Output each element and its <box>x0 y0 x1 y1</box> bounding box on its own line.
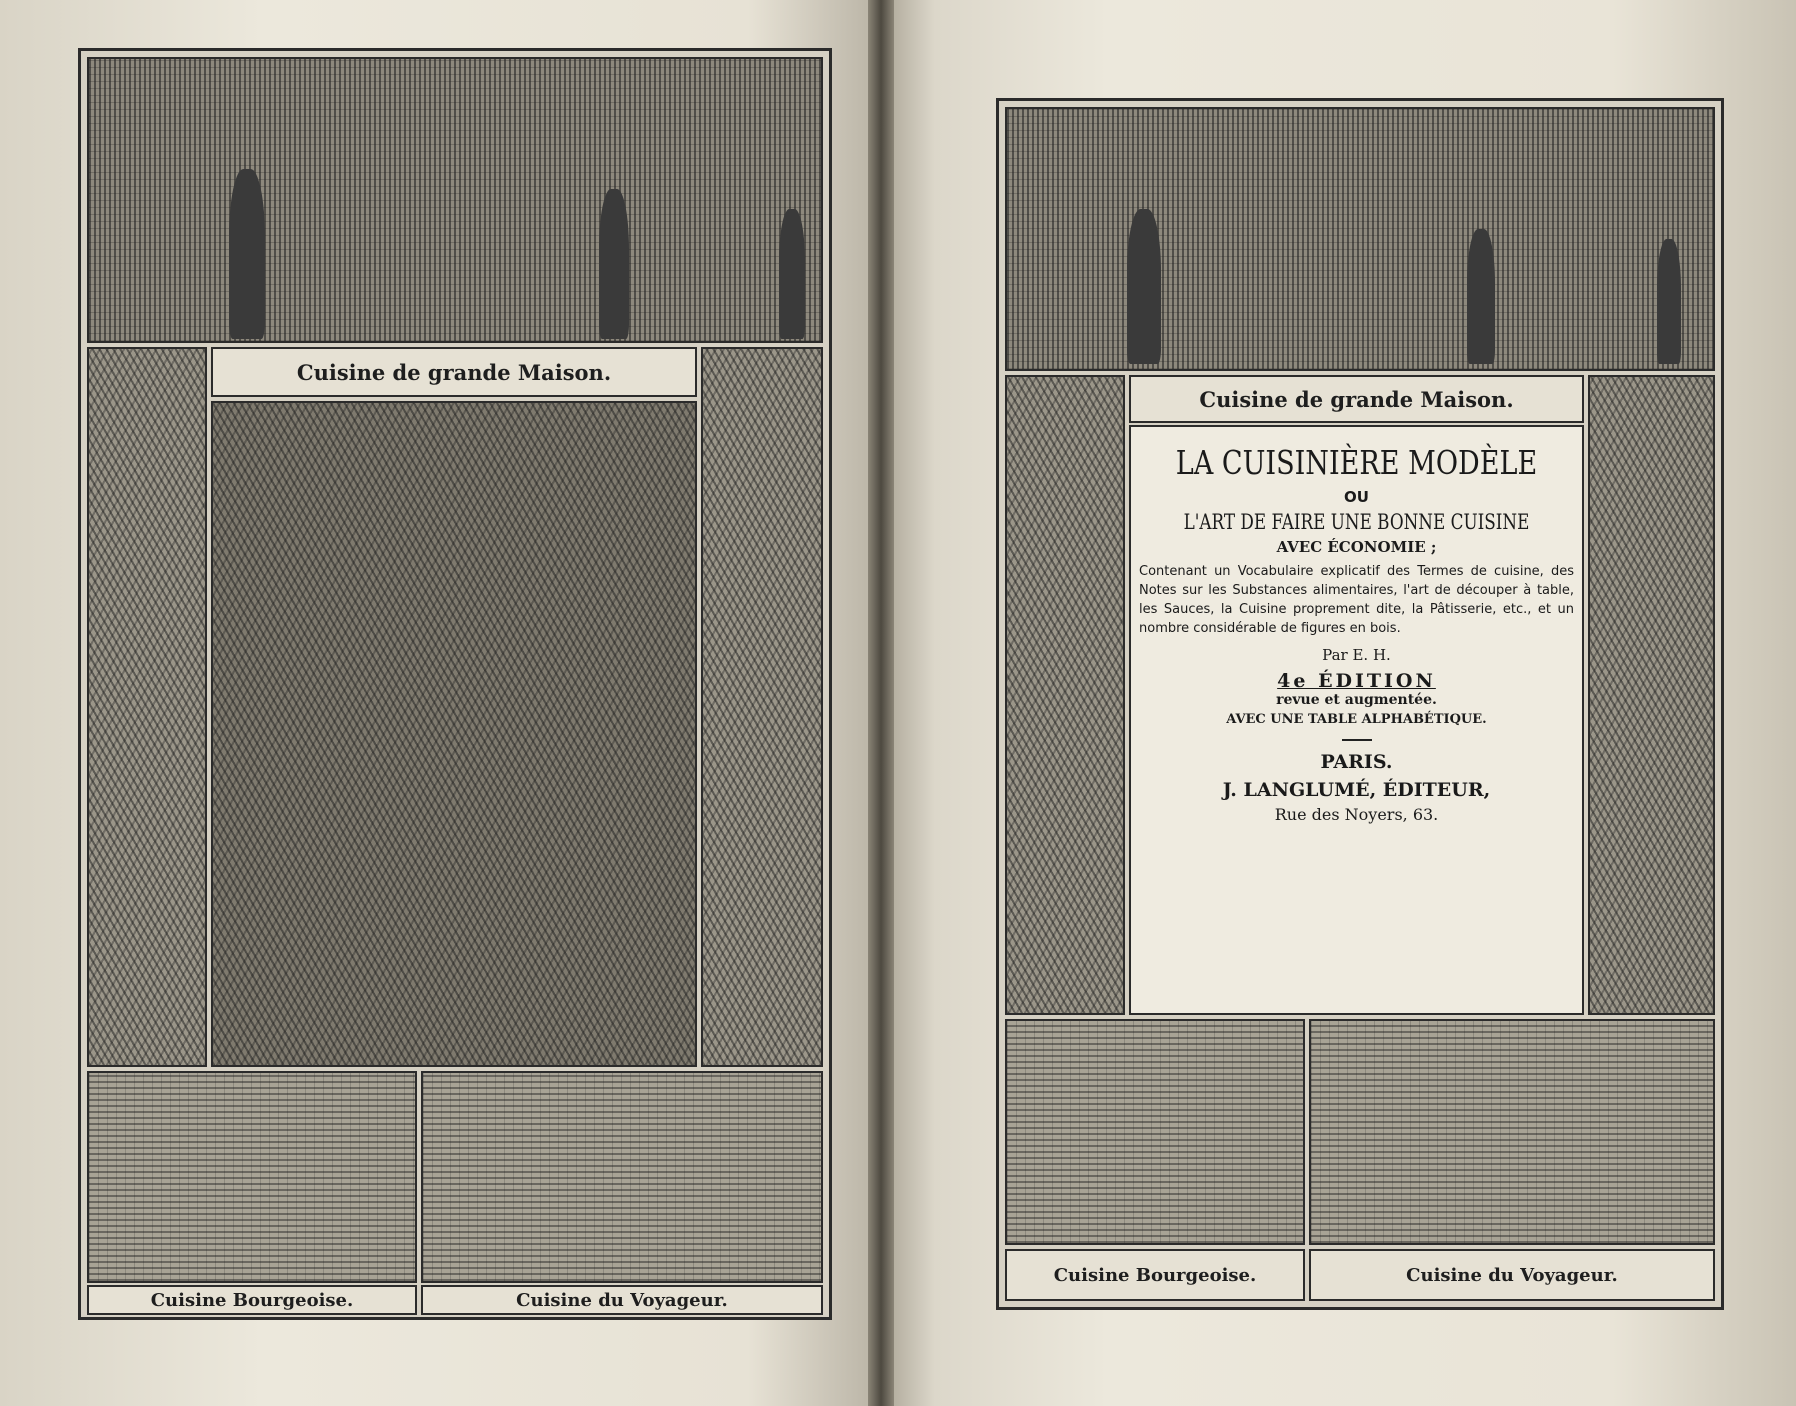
bottom-right-caption: Cuisine du Voyageur. <box>421 1285 823 1315</box>
cook-figure <box>229 169 265 339</box>
publisher-name: J. LANGLUMÉ, ÉDITEUR, <box>1222 779 1491 801</box>
traveler-engraving <box>1309 1019 1715 1245</box>
grapevine-engraving <box>87 347 207 1067</box>
grapevine-engraving <box>1005 375 1125 1015</box>
divider <box>1342 739 1372 741</box>
bourgeois-kitchen-engraving <box>1005 1019 1305 1245</box>
wheat-engraving <box>1588 375 1715 1015</box>
bottom-left-caption: Cuisine Bourgeoise. <box>1005 1249 1305 1301</box>
top-caption: Cuisine de grande Maison. <box>1129 375 1584 423</box>
right-title-page <box>996 98 1724 1310</box>
publication-city: PARIS. <box>1320 751 1393 773</box>
kitchen-engraving <box>87 57 823 343</box>
cook-figure <box>1467 229 1495 364</box>
vegetables-engraving <box>211 401 697 1067</box>
traveler-engraving <box>421 1071 823 1283</box>
table-note: AVEC UNE TABLE ALPHABÉTIQUE. <box>1226 712 1487 727</box>
bottom-left-caption: Cuisine Bourgeoise. <box>87 1285 417 1315</box>
cook-figure <box>779 209 805 339</box>
book-subtitle: L'ART DE FAIRE UNE BONNE CUISINE <box>1183 510 1530 534</box>
kitchen-engraving <box>1005 107 1715 371</box>
bourgeois-kitchen-engraving <box>87 1071 417 1283</box>
book-description: Contenant un Vocabulaire explicatif des Termes de cuisine, des Notes sur les Substances alimentaires, l'art de découper à table, les Sauces, la Cuisine proprement dite, la Pâtisserie, etc., et un nombre considérable de figures en bois. <box>1139 564 1574 636</box>
cook-figure <box>1657 239 1681 364</box>
publisher-address: Rue des Noyers, 63. <box>1274 805 1439 824</box>
top-caption: Cuisine de grande Maison. <box>211 347 697 397</box>
book-gutter <box>868 0 894 1406</box>
title-conjunction: OU <box>1344 488 1369 506</box>
book-subtitle-2: AVEC ÉCONOMIE ; <box>1276 538 1437 556</box>
wheat-engraving <box>701 347 823 1067</box>
bottom-right-caption: Cuisine du Voyageur. <box>1309 1249 1715 1301</box>
edition-line: 4e ÉDITION <box>1277 670 1436 692</box>
cook-figure <box>599 189 629 339</box>
author-line: Par E. H. <box>1322 646 1391 664</box>
cook-figure <box>1127 209 1161 364</box>
title-block <box>1129 425 1584 1015</box>
edition-note: revue et augmentée. <box>1276 692 1437 708</box>
left-frontispiece <box>78 48 832 1320</box>
book-title: LA CUISINIÈRE MODÈLE <box>1175 443 1538 482</box>
